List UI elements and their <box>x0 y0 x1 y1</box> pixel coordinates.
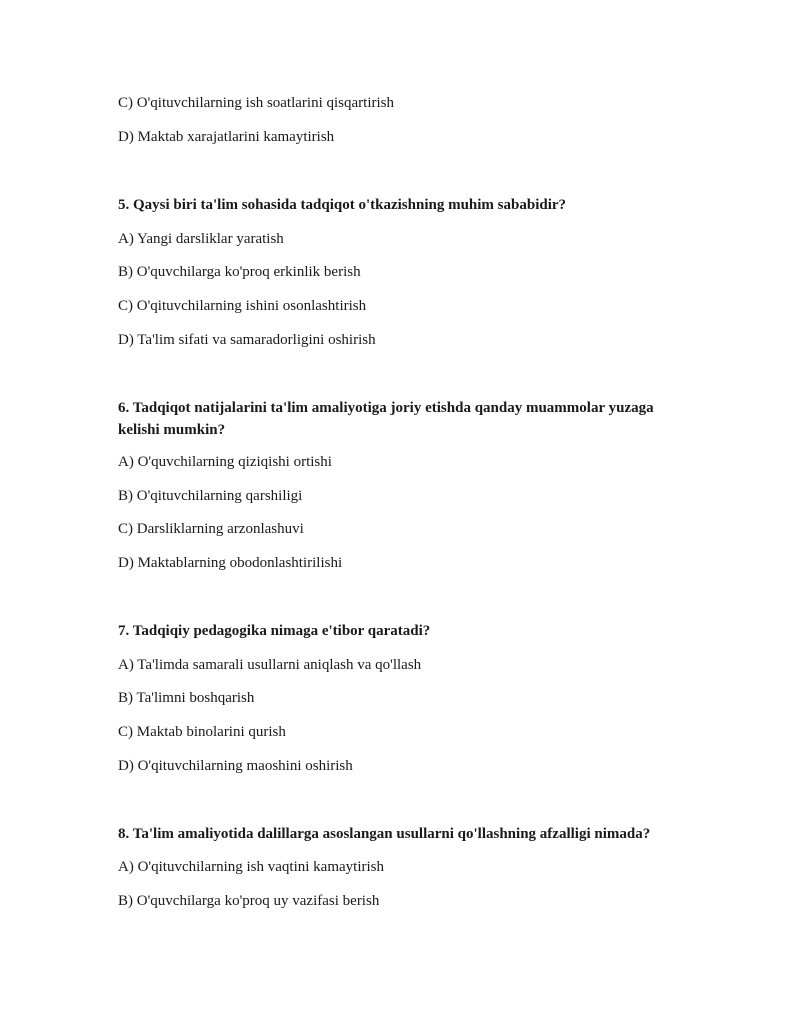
question-text: 8. Ta'lim amaliyotida dalillarga asoslangan usullarni qo'llashning afzalligi nimada? <box>118 826 651 842</box>
option-text: D) Ta'lim sifati va samaradorligini oshirish <box>118 332 376 348</box>
option-text: A) O'quvchilarning qiziqishi ortishi <box>118 454 332 470</box>
option-text: B) Ta'limni boshqarish <box>118 690 255 706</box>
option-text: C) Maktab binolarini qurish <box>118 724 286 740</box>
option-text: D) Maktab xarajatlarini kamaytirish <box>118 129 335 145</box>
option-text: A) O'qituvchilarning ish vaqtini kamaytirish <box>118 859 384 875</box>
option-text: C) O'qituvchilarning ish soatlarini qisqartirish <box>118 95 394 111</box>
option-text: D) Maktablarning obodonlashtirilishi <box>118 555 343 571</box>
question-text: 5. Qaysi biri ta'lim sohasida tadqiqot o'tkazishning muhim sababidir? <box>118 197 567 213</box>
option-text: C) Darsliklarning arzonlashuvi <box>118 521 304 537</box>
question-text: 6. Tadqiqot natijalarini ta'lim amaliyotiga joriy etishda qanday muammolar yuzaga kelishi mumkin? <box>118 400 654 438</box>
option-text: B) O'quvchilarga ko'proq uy vazifasi berish <box>118 893 380 909</box>
option-text: A) Yangi darsliklar yaratish <box>118 231 284 247</box>
option-text: B) O'quvchilarga ko'proq erkinlik berish <box>118 264 361 280</box>
option-text: A) Ta'limda samarali usullarni aniqlash va qo'llash <box>118 657 422 673</box>
option-text: D) O'qituvchilarning maoshini oshirish <box>118 758 353 774</box>
option-text: B) O'qituvchilarning qarshiligi <box>118 488 303 504</box>
question-text: 7. Tadqiqiy pedagogika nimaga e'tibor qaratadi? <box>118 623 431 639</box>
option-text: C) O'qituvchilarning ishini osonlashtirish <box>118 298 367 314</box>
